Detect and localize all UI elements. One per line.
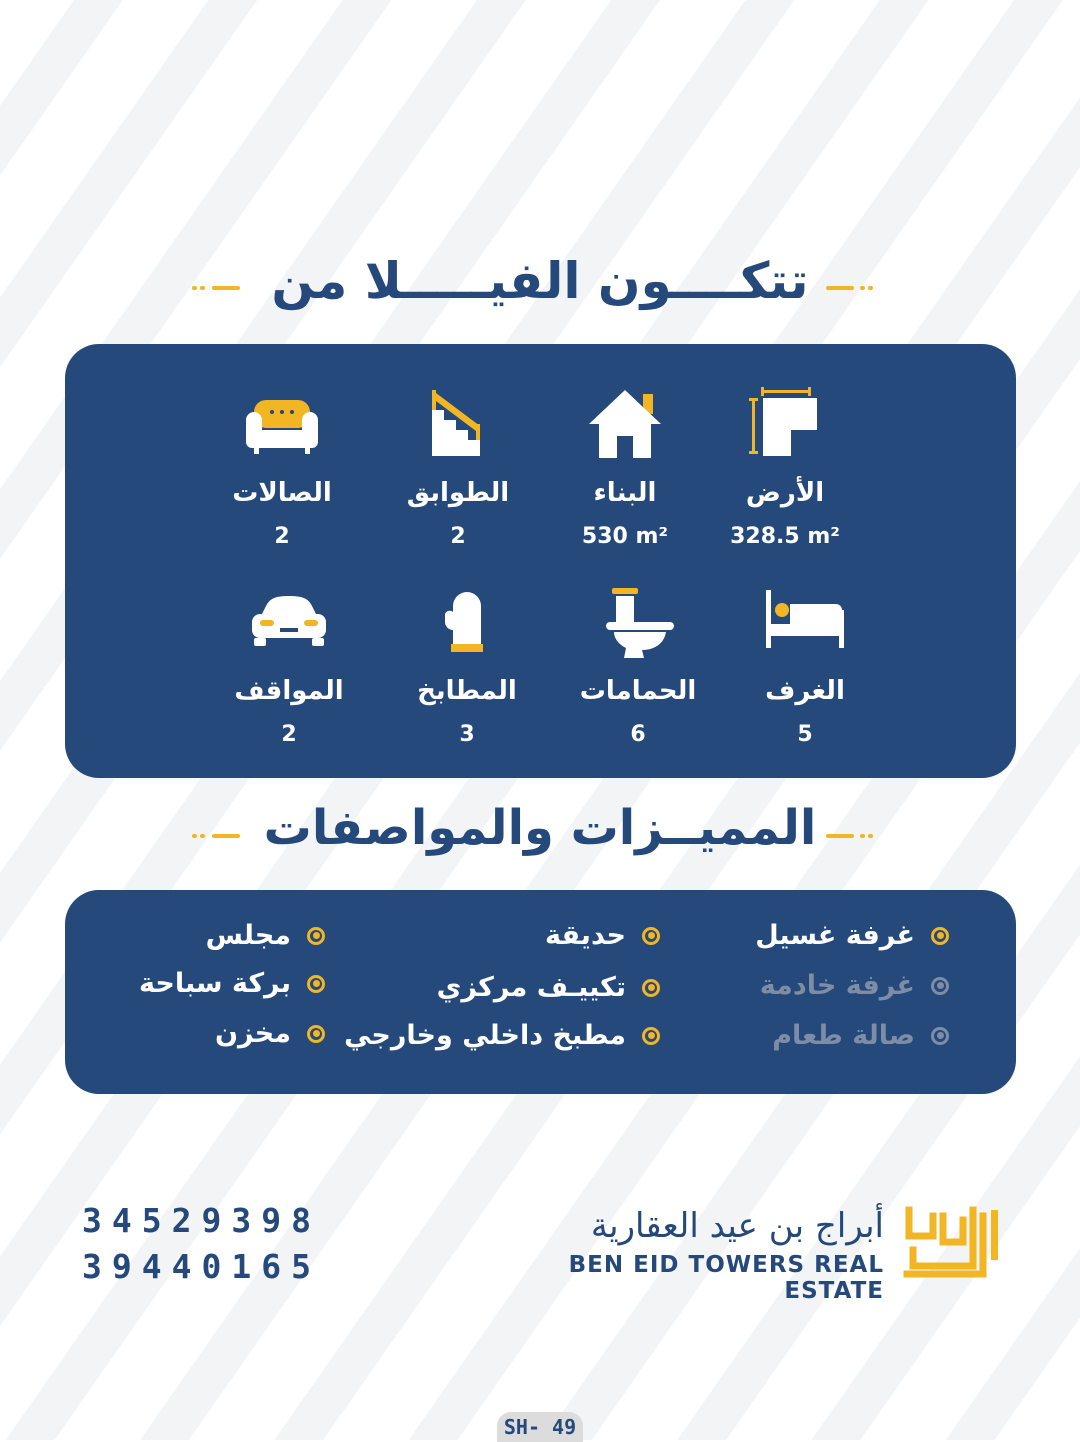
phone-number[interactable]: 39440165 [82,1247,321,1286]
bed-icon [730,584,880,664]
contact-phones [82,1198,321,1290]
spec-value: 2 [450,524,466,549]
bullet-icon [642,979,660,997]
listing-code-tag: SH- 49 [497,1412,583,1442]
section-title-features: المميــزات والمواصفات [263,800,817,856]
feature-maid-room: غرفة خادمة [760,970,949,1001]
house-icon [550,386,700,466]
feature-garden: حديقة [545,920,660,951]
spec-label: الغرف [765,676,845,706]
land-icon [710,386,860,466]
bullet-icon [642,1027,660,1045]
spec-label: الحمامات [579,676,697,706]
specs-panel [65,344,1016,778]
title-decoration-right [826,284,878,292]
spec-value: 5 [797,722,813,747]
feature-pool: بركة سباحة [139,968,325,999]
bullet-icon [931,927,949,945]
spec-value: 2 [274,524,290,549]
bullet-icon [307,975,325,993]
bullet-icon [931,1027,949,1045]
title-decoration-right [826,832,878,840]
spec-label: المطابخ [417,676,517,706]
stairs-icon [383,386,533,466]
spec-value: 530 m² [581,524,669,549]
oven-mitt-icon [392,584,542,664]
feature-majlis: مجلس [206,920,325,951]
car-icon [214,584,364,664]
feature-laundry-room: غرفة غسيل [755,920,949,951]
spec-label: الصالات [232,478,332,508]
feature-dining-hall: صالة طعام [772,1020,949,1051]
bullet-icon [642,927,660,945]
bullet-icon [931,977,949,995]
feature-storage: مخزن [215,1018,325,1049]
spec-value: 2 [281,722,297,747]
feature-central-ac: تكييـف مركزي [437,972,660,1003]
spec-label: البناء [593,478,657,508]
phone-number[interactable]: 34529398 [82,1201,321,1240]
toilet-icon [563,584,713,664]
spec-label: المواقف [234,676,344,706]
spec-value: 6 [630,722,646,747]
spec-value: 3 [459,722,475,747]
sofa-icon [207,386,357,466]
spec-label: الأرض [745,478,825,508]
spec-value: 328.5 m² [730,524,840,549]
brand-logo [903,1206,1003,1282]
feature-kitchens: مطبخ داخلي وخارجي [344,1020,660,1051]
spec-label: الطوابق [406,478,510,508]
brand-name-english: BEN EID TOWERS REAL ESTATE [568,1252,884,1304]
brand-name-arabic: أبراج بن عيد العقارية [590,1206,884,1246]
bullet-icon [307,927,325,945]
section-title-villa: تتكــــون الفيـــــلا من [271,252,809,310]
bullet-icon [307,1025,325,1043]
